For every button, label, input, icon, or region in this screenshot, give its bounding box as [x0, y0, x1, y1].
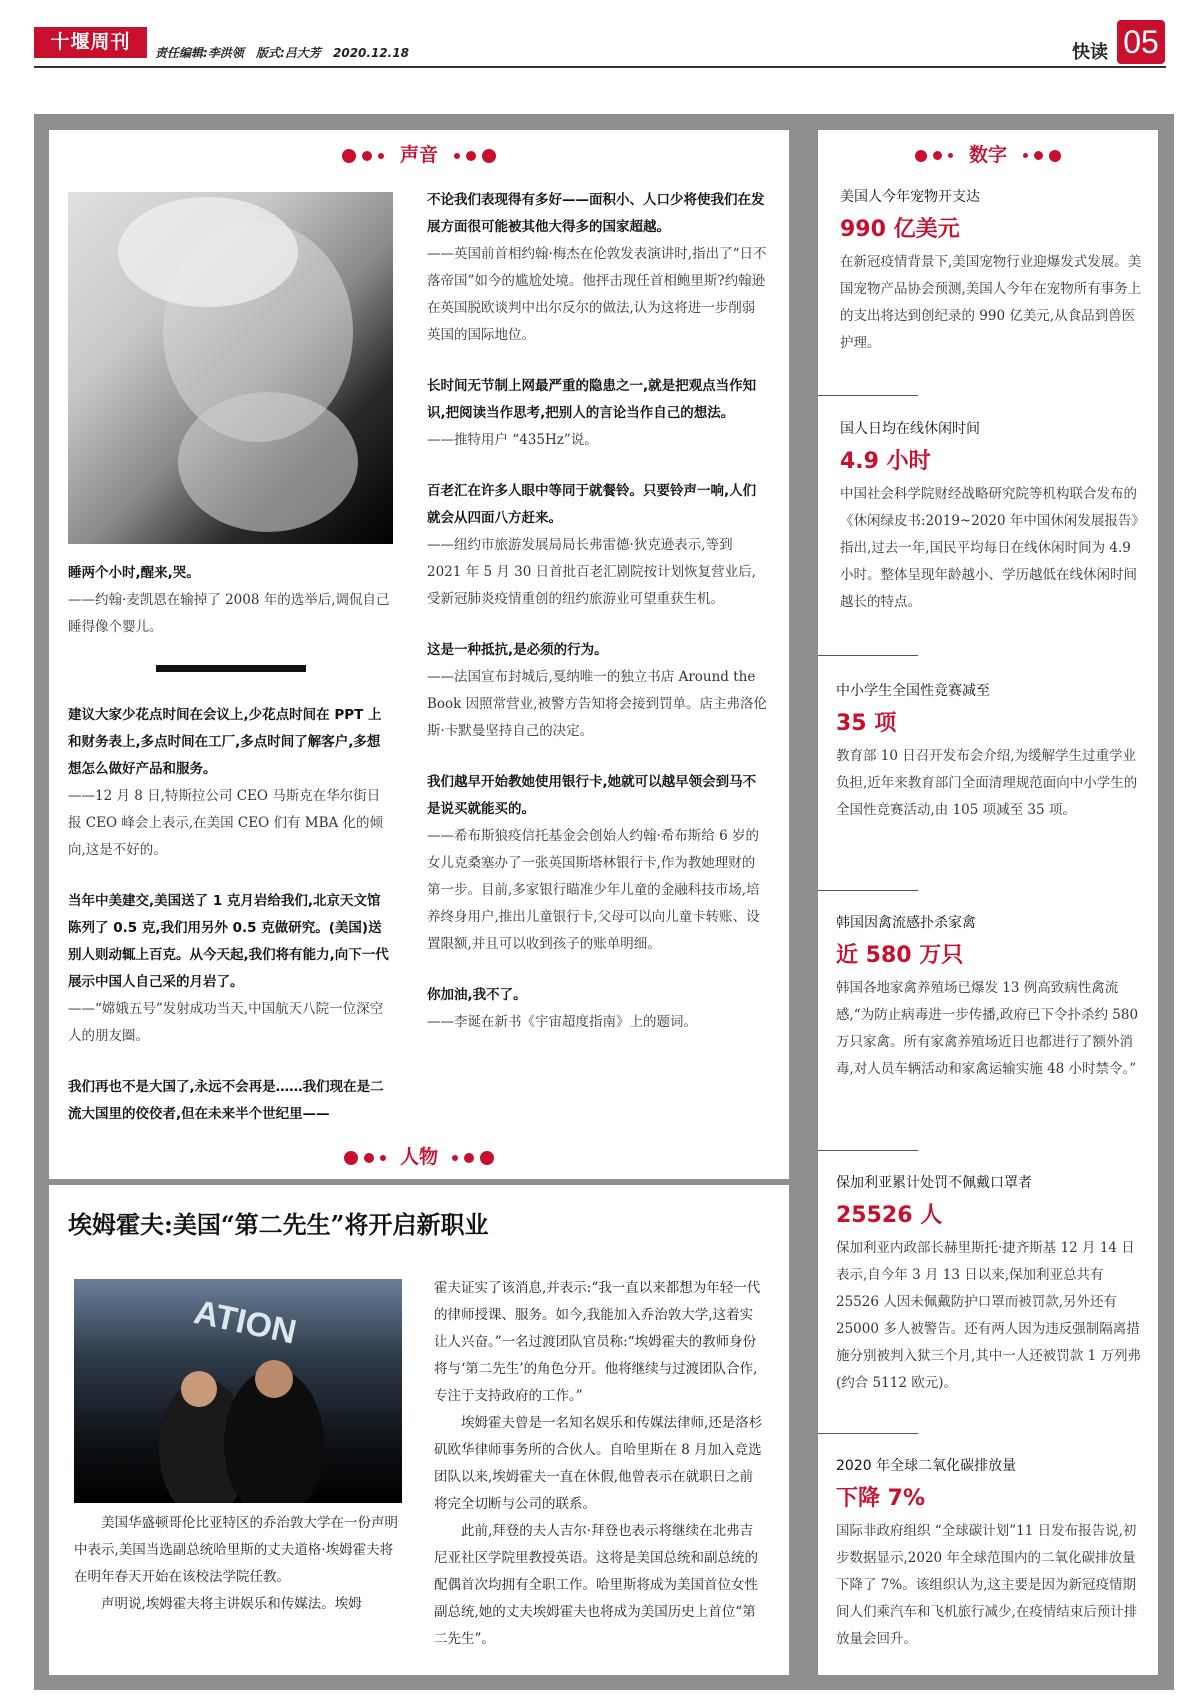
stat-body: 教育部 10 日召开发布会介绍,为缓解学生过重学业负担,近年来教育部门全面清理规范面向中小学生的全国性竞赛活动,由 105 项减至 35 项。 — [836, 748, 1138, 818]
stat-item — [840, 186, 1145, 357]
quote-item — [68, 888, 393, 1050]
stat-item — [836, 1172, 1141, 1397]
photo-backdrop-text: ATION — [190, 1293, 300, 1352]
stat-item — [836, 680, 1141, 824]
stat-label: 2020 年全球二氧化碳排放量 — [836, 1458, 1017, 1474]
dot-icon — [1049, 150, 1061, 162]
issue-date: 2020.12.18 — [333, 46, 409, 60]
people-heading-text: 人物 — [399, 1146, 438, 1168]
stat-body: 中国社会科学院财经战略研究院等机构联合发布的《休闲绿皮书:2019~2020 年中国休闲发展报告》指出,过去一年,国民平均每日在线休闲时间为 4.9 小时。整体呈现年龄越小、学历越低在线休闲时间越长的特点。 — [840, 486, 1145, 610]
quote-text: 我们越早开始教她使用银行卡,她就可以越早领会到马不是说买就能买的。 — [427, 774, 757, 817]
quote-item — [427, 982, 767, 1036]
header-credits — [155, 44, 417, 61]
quote-text: 不论我们表现得有多好——面积小、人口少将使我们在发展方面很可能被其他大得多的国家超越。 — [427, 192, 765, 235]
quote-text: 这是一种抵抗,是必须的行为。 — [427, 642, 608, 658]
stat-label: 韩国因禽流感扑杀家禽 — [836, 915, 976, 931]
numbers-heading — [818, 140, 1158, 167]
stat-value: 近 580 万只 — [836, 943, 964, 968]
stat-separator — [818, 395, 918, 396]
people-left-column — [74, 1510, 402, 1618]
stat-item — [836, 1455, 1141, 1653]
quote-item — [68, 702, 393, 864]
article-paragraph: 声明说,埃姆霍夫将主讲娱乐和传媒法。埃姆 — [101, 1596, 362, 1612]
dot-icon — [915, 150, 927, 162]
quote-text: 睡两个小时,醒来,哭。 — [68, 565, 200, 581]
dot-icon — [454, 153, 460, 159]
man-portrait-photo — [68, 192, 393, 544]
stat-value: 990 亿美元 — [840, 217, 960, 242]
people-title: 埃姆霍夫:美国“第二先生”将开启新职业 — [68, 1210, 489, 1239]
quote-text: 当年中美建交,美国送了 1 克月岩给我们,北京天文馆陈列了 0.5 克,我们用另外 0.5 克做研究。(美国)送别人则动辄上百克。从今天起,我们将有能力,向下一代展示中国人自己采的月岩了。 — [68, 893, 389, 990]
numbers-heading-text: 数字 — [968, 144, 1007, 166]
article-paragraph: 埃姆霍夫曾是一名知名娱乐和传媒法律师,还是洛杉矶欧华律师事务所的合伙人。自哈里斯在 8 月加入竞选团队以来,埃姆霍夫一直在休假,他曾表示在就职日之前将完全切断与公司的联系。 — [434, 1415, 763, 1512]
quote-item — [427, 478, 767, 613]
voice-right-column — [427, 187, 767, 1060]
numbers-panel — [818, 130, 1158, 1675]
quote-item — [427, 187, 767, 349]
people-heading — [49, 1142, 789, 1169]
stat-body: 韩国各地家禽养殖场已爆发 13 例高致病性禽流感,“为防止病毒进一步传播,政府已下令扑杀约 580 万只家禽。所有家禽养殖场近日也都进行了额外消毒,对人员车辆活动和家禽运输实施 48 小时禁令。” — [836, 980, 1139, 1077]
stat-item — [836, 912, 1141, 1083]
quote-source: ——英国前首相约翰·梅杰在伦敦发表演讲时,指出了“日不落帝国”如今的尴尬处境。他抨击现任首相鲍里斯?约翰逊在英国脱欧谈判中出尔反尔的做法,认为这将进一步削弱英国的国际地位。 — [427, 246, 767, 343]
article-paragraph: 此前,拜登的夫人吉尔·拜登也表示将继续在北弗吉尼亚社区学院里教授英语。这将是美国总统和副总统的配偶首次均拥有全职工作。哈里斯将成为美国首位女性副总统,她的丈夫埃姆霍夫也将成为美国历史上首位“第二先生”。 — [434, 1523, 758, 1647]
quote-source: ——纽约市旅游发展局局长弗雷德·狄克逊表示,等到 2021 年 5 月 30 日首批百老汇剧院按计划恢复营业后,受新冠肺炎疫情重创的纽约旅游业可望重获生机。 — [427, 537, 756, 607]
quote-text: 你加油,我不了。 — [427, 987, 527, 1003]
dot-icon — [464, 1153, 474, 1163]
dot-icon — [480, 1151, 494, 1165]
dot-icon — [378, 153, 384, 159]
voice-left-column — [68, 560, 393, 1152]
quote-divider — [156, 665, 306, 672]
article-paragraph: 美国华盛顿哥伦比亚特区的乔治敦大学在一份声明中表示,美国当选副总统哈里斯的丈夫道格·埃姆霍夫将在明年春天开始在该校法学院任教。 — [74, 1515, 398, 1585]
quote-source: ——李诞在新书《宇宙超度指南》上的题词。 — [427, 1014, 697, 1030]
dot-icon — [948, 153, 953, 158]
quote-source: ——12 月 8 日,特斯拉公司 CEO 马斯克在华尔街日报 CEO 峰会上表示,在美国 CEO 们有 MBA 化的倾向,这是不好的。 — [68, 788, 384, 858]
dot-icon — [342, 149, 356, 163]
stat-body: 国际非政府组织 “全球碳计划”11 日发布报告说,初步数据显示,2020 年全球范围内的二氧化碳排放量下降了 7%。该组织认为,这主要是因为新冠疫情期间人们乘汽车和飞机旅行减少,在疫情结束后预计排放量会回升。 — [836, 1523, 1138, 1647]
stat-body: 在新冠疫情背景下,美国宠物行业迎爆发式发展。美国宠物产品协会预测,美国人今年在宠物所有事务上的支出将达到创纪录的 990 亿美元,从食品到兽医护理。 — [840, 254, 1142, 351]
dot-icon — [344, 1151, 358, 1165]
stat-item — [840, 418, 1145, 616]
couple-waving-photo — [74, 1279, 402, 1503]
stat-label: 美国人今年宠物开支达 — [840, 189, 980, 205]
quote-source: ——“嫦娥五号”发射成功当天,中国航天八院一位深空人的朋友圈。 — [68, 1001, 384, 1044]
publication-logo: 十堰周刊 — [34, 27, 147, 58]
quote-source: ——约翰·麦凯恩在输掉了 2008 年的选举后,调侃自己睡得像个婴儿。 — [68, 592, 390, 635]
dot-icon — [482, 149, 496, 163]
stat-body: 保加利亚内政部长赫里斯托·捷齐斯基 12 月 14 日表示,自今年 3 月 13 日以来,保加利亚总共有 25526 人因未佩戴防护口罩而被罚款,另外还有 25000 多人被警告。还有两人因为违反强制隔离措施分别被判入狱三个月,其中一人还被罚款 1 万列弗(约合 5112 欧元)。 — [836, 1240, 1141, 1391]
quote-text: 我们再也不是大国了,永远不会再是……我们现在是二流大国里的佼佼者,但在未来半个世纪里—— — [68, 1079, 384, 1122]
quote-item — [68, 560, 393, 641]
dot-icon — [1023, 153, 1028, 158]
people-right-column — [434, 1275, 764, 1653]
stat-separator — [818, 890, 918, 891]
quote-source: ——推特用户 “435Hz”说。 — [427, 432, 598, 448]
dot-icon — [466, 151, 476, 161]
dot-icon — [380, 1155, 386, 1161]
editor-credit: 责任编辑:李洪领 — [155, 46, 244, 60]
stat-value: 35 项 — [836, 711, 897, 736]
quote-source: ——法国宣布封城后,戛纳唯一的独立书店 Around the Book 因照常营业,被警方告知将会接到罚单。店主弗洛伦斯·卡默曼坚持自己的决定。 — [427, 669, 767, 739]
stat-separator — [818, 1150, 918, 1151]
quote-text: 百老汇在许多人眼中等同于就餐铃。只要铃声一响,人们就会从四面八方赶来。 — [427, 483, 757, 526]
quote-item — [68, 1074, 393, 1128]
voice-heading-text: 声音 — [399, 144, 438, 166]
layout-credit: 版式:吕大芳 — [256, 46, 321, 60]
header-rule — [34, 66, 1166, 68]
dot-icon — [452, 1155, 458, 1161]
couple-illustration — [74, 1279, 402, 1503]
stat-label: 中小学生全国性竞赛减至 — [836, 683, 990, 699]
portrait-illustration — [68, 192, 393, 544]
page-number: 05 — [1117, 20, 1165, 64]
dot-icon — [933, 151, 942, 160]
article-paragraph: 霍夫证实了该消息,并表示:“我一直以来都想为年轻一代的律师授课、服务。如今,我能加入乔治敦大学,这着实让人兴奋。”一名过渡团队官员称:“埃姆霍夫的教师身份将与‘第二先生’的角色分开。他将继续与过渡团队合作,专注于支持政府的工作。” — [434, 1280, 761, 1404]
section-label: 快读 — [1072, 42, 1108, 63]
stat-label: 国人日均在线休闲时间 — [840, 421, 980, 437]
dot-icon — [362, 151, 372, 161]
stat-separator — [818, 655, 918, 656]
quote-item — [427, 769, 767, 958]
voice-heading — [49, 140, 789, 167]
quote-item — [427, 637, 767, 745]
quote-text: 建议大家少花点时间在会议上,少花点时间在 PPT 上和财务表上,多点时间在工厂,多点时间了解客户,多想想怎么做好产品和服务。 — [68, 707, 382, 777]
stat-separator — [818, 1433, 918, 1434]
stat-label: 保加利亚累计处罚不佩戴口罩者 — [836, 1175, 1032, 1191]
stat-value: 4.9 小时 — [840, 449, 931, 474]
stat-value: 25526 人 — [836, 1203, 943, 1228]
stat-value: 下降 7% — [836, 1486, 926, 1511]
dot-icon — [1034, 151, 1043, 160]
quote-source: ——希布斯狼疫信托基金会创始人约翰·希布斯给 6 岁的女儿克桑塞办了一张英国斯塔林银行卡,作为教她理财的第一步。目前,多家银行瞄准少年儿童的金融科技市场,培养终身用户,推出儿童银行卡,父母可以向儿童卡转账、设置限额,并且可以收到孩子的账单明细。 — [427, 828, 760, 952]
quote-text: 长时间无节制上网最严重的隐患之一,就是把观点当作知识,把阅读当作思考,把别人的言论当作自己的想法。 — [427, 378, 757, 421]
dot-icon — [364, 1153, 374, 1163]
quote-item — [427, 373, 767, 454]
